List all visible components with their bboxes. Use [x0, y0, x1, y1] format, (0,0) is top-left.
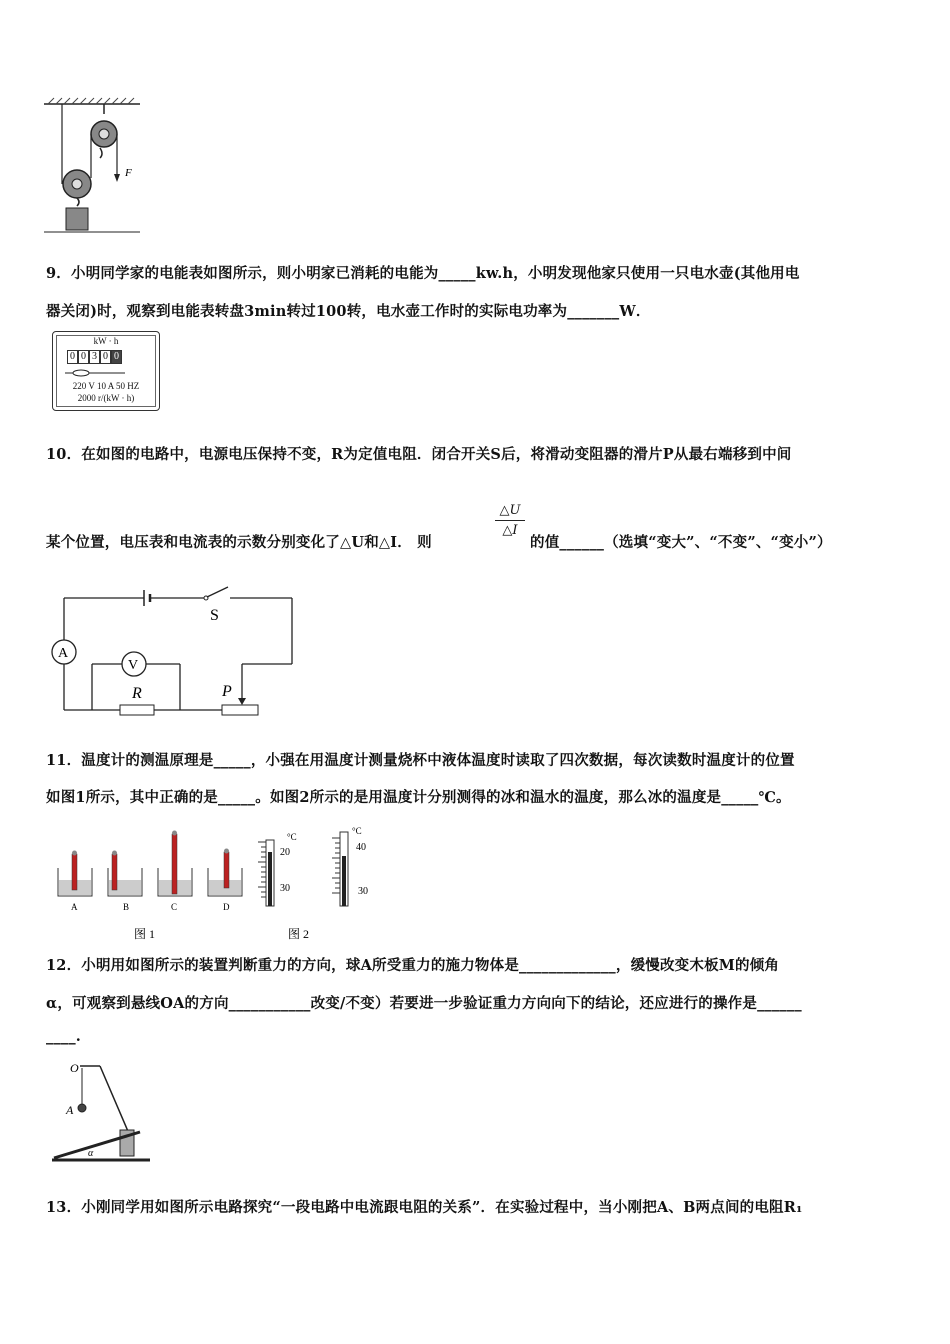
- fig2-caption: 图 2: [288, 927, 310, 941]
- point-a-label: A: [66, 1103, 74, 1117]
- q9-text-line1: 9．小明同学家的电能表如图所示，则小明家已消耗的电能为_____kw.h，小明发现他家只使用一只电水壶(其他用电: [46, 265, 800, 282]
- therm2-tick: 30: [358, 886, 368, 897]
- force-label: F: [125, 167, 132, 179]
- meter-spec-1: 220 V 10 A 50 HZ: [72, 381, 140, 391]
- q11-text-line2: 如图1所示，其中正确的是_____。如图2所示的是用温度计分别测得的冰和温水的温度，那么冰的温度是_____℃。: [46, 789, 791, 806]
- fraction-denominator: △I: [502, 523, 518, 538]
- q12-text-line2: α，可观察到悬线OA的方向___________改变/不变）若要进一步验证重力方向向下的结论，还应进行的操作是______: [46, 995, 802, 1012]
- meter-digit: 3: [89, 350, 100, 364]
- meter-digit: 0: [78, 350, 89, 364]
- gravity-direction-figure: [48, 1056, 156, 1166]
- fig1-caption: 图 1: [134, 927, 156, 941]
- therm1-tick: 30: [280, 883, 290, 894]
- resistor-label: R: [132, 685, 142, 702]
- rheostat-label: P: [222, 683, 232, 700]
- therm2-unit: °C: [352, 826, 362, 836]
- q10-text-line2: 某个位置，电压表和电流表的示数分别变化了△U和△I． 则: [46, 534, 432, 551]
- beaker-label: D: [223, 902, 230, 912]
- circuit-figure: [46, 584, 298, 718]
- thermometer-figure: [50, 826, 380, 944]
- therm1-unit: °C: [287, 832, 297, 842]
- beaker-d: [208, 849, 242, 913]
- meter-digit: 0: [111, 350, 122, 364]
- voltmeter-label: V: [128, 658, 139, 673]
- point-o-label: O: [70, 1061, 79, 1075]
- thermometer-1: [258, 832, 297, 906]
- therm2-tick: 40: [356, 842, 366, 853]
- q10-text-line2-end: 的值______（选填“变大”、“不变”、“变小”）: [530, 534, 832, 551]
- beaker-label: C: [171, 902, 178, 912]
- meter-unit: kW · h: [93, 336, 119, 346]
- ammeter-label: A: [58, 646, 69, 661]
- thermometer-2: [332, 826, 368, 906]
- angle-alpha-label: α: [88, 1148, 94, 1159]
- meter-digit: 0: [100, 350, 111, 364]
- q10-text-line1: 10．在如图的电路中，电源电压保持不变，R为定值电阻．闭合开关S后，将滑动变阻器的滑片P从最右端移到中间: [46, 446, 792, 463]
- fraction-numerator: △U: [495, 503, 525, 521]
- q13-text-line1: 13．小刚同学用如图所示电路探究“一段电路中电流跟电阻的关系”．在实验过程中，当小刚把A、B两点间的电阻R₁: [46, 1199, 803, 1216]
- beaker-c: [158, 831, 192, 913]
- energy-meter-figure: [52, 331, 160, 411]
- beaker-a: [58, 851, 92, 913]
- beaker-label: B: [123, 902, 130, 912]
- meter-disc-icon: [65, 369, 125, 377]
- q11-text-line1: 11．温度计的测温原理是_____，小强在用温度计测量烧杯中液体温度时读取了四次数据，每次读数时温度计的位置: [46, 752, 795, 769]
- pulley-figure: [42, 96, 152, 238]
- beaker-b: [108, 851, 142, 913]
- q9-text-line2: 器关闭)时，观察到电能表转盘3min转过100转，电水壶工作时的实际电功率为_______W．: [46, 303, 651, 320]
- therm1-tick: 20: [280, 847, 290, 858]
- q12-text-line1: 12．小明用如图所示的装置判断重力的方向，球A所受重力的施力物体是_____________，缓慢改变木板M的倾角: [46, 957, 780, 974]
- beaker-label: A: [71, 902, 78, 912]
- q12-text-line3: ____.: [46, 1028, 82, 1045]
- delta-fraction: [495, 503, 525, 538]
- meter-digits: [67, 350, 122, 364]
- meter-digit: 0: [67, 350, 78, 364]
- meter-spec-2: 2000 r/(kW · h): [77, 393, 135, 403]
- switch-label: S: [210, 607, 219, 624]
